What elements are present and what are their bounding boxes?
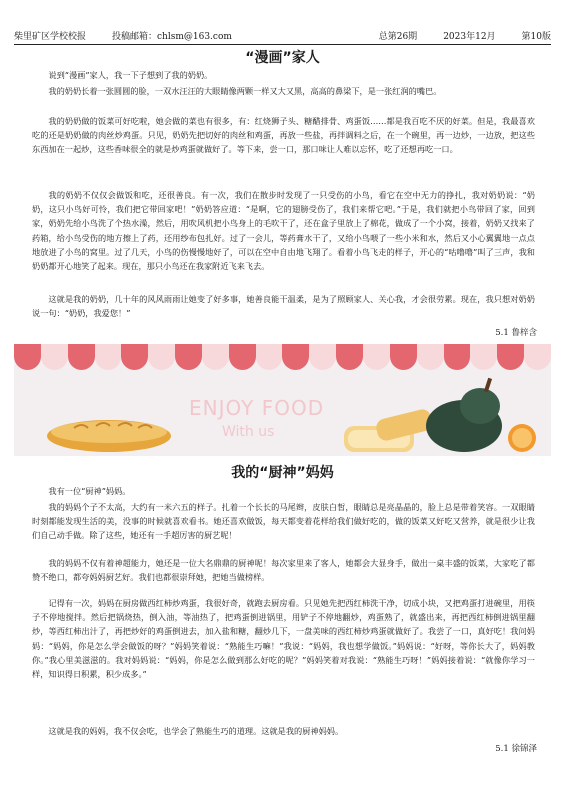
- article1-byline: 5.1 鲁梓含: [495, 328, 537, 338]
- article1-paragraph: 这就是我的奶奶，几十年的风风雨雨让她变了好多事，她善良能干温柔，是为了照顾家人、关心我，才会很劳累。现在，我只想对奶奶说一句：“奶奶，我爱您！”: [32, 294, 535, 319]
- article2-paragraph: 记得有一次，妈妈在厨房做西红柿炒鸡蛋，我很好奇，就跑去厨房看。只见她先把西红柿洗干净，切成小块，又把鸡蛋打进碗里，用筷子不停地搅拌。然后把锅烧热，倒入油，等油热了，把鸡蛋倒进锅里，用铲子不停地翻炒，鸡蛋熟了，就盛出来，再把西红柿倒进锅里翻炒，等西红柿出汁了，再把炒好的鸡蛋倒进去，加入盐和糖，翻炒几下，一盘美味的西红柿炒鸡蛋就做好了。我尝了一口，真好吃！我问妈妈：“妈妈，你是怎么学会做饭的呀？”妈妈笑着说：“熟能生巧嘛！”我说：“妈妈，我也想学做饭。”妈妈说：“好呀，等你长大了，妈妈教你。”我心里美滋滋的。我对妈妈说：“妈妈，你是怎么做到那么好吃的呢？”妈妈笑着对我说：“熟能生巧呀！”妈妈接着说：“就像你学习一样，知识得日积累，积少成多。”: [32, 598, 535, 680]
- banner-headline: ENJOY FOOD: [189, 396, 325, 420]
- article2-paragraph: 这就是我的妈妈，我不仅会吃，也学会了熟能生巧的道理。这就是我的厨神妈妈。: [48, 726, 344, 736]
- article2-paragraph: 我的妈妈个子不太高，大约有一米六五的样子。扎着一个长长的马尾辫，皮肤白皙，眼睛总是亮晶晶的，脸上总是带着笑容。一双眼睛时刻都能发现生活的美，没事的时候就喜欢看书。她还喜欢做饭，每天都变着花样给我们做好吃的，做的饭菜又好吃又营养，就是很少让我们自己动手做。除了这些，她还有一手超厉害的厨艺呢！: [32, 502, 535, 541]
- article1-paragraph: 我的奶奶长着一张圆圆的脸，一双水汪汪的大眼睛像两颗一样又大又黑，高高的鼻梁下，是一张红润的嘴巴。: [48, 86, 442, 96]
- article1-paragraph: 我的奶奶不仅仅会做饭和吃，还很善良。有一次，我们在散步时发现了一只受伤的小鸟，看它在空中无力的挣扎，我对奶奶说：“奶奶，这只小鸟好可怜，我们把它带回家吧！”奶奶答应道：“是啊，它的翅膀受伤了，我们来帮它吧。”于是，我们就把小鸟带回了家，回到家，奶奶先给小鸟洗了个热水澡，然后，用吹风机把小鸟身上的毛吹干了，还在盒子里放上了棉花，做成了一个小窝，接着，奶奶又找来了药箱，给小鸟受伤的地方擦上了药，还用纱布包扎好。过了一会儿，等药膏水干了，又给小鸟喂了一些小米和水，然后又小心翼翼地一点点地放进了小鸟的窝里。过了几天，小鸟的伤慢慢地好了，可以在空中自由地飞翔了。看着小鸟飞走的样子，开心的“咕噜噜”叫了三声，我和奶奶都开心地笑了起来。现在，那只小鸟还在我家附近飞来飞去。: [32, 190, 535, 272]
- newspaper-header: [14, 28, 551, 42]
- baguette-icon: [47, 420, 171, 452]
- school-name: 柴里矿区学校校报: [14, 31, 87, 42]
- article1-paragraph: 说到“漫画”家人，我一下子想到了我的奶奶。: [48, 70, 213, 80]
- bread-slice-icon: [344, 408, 434, 452]
- header-divider: [14, 44, 551, 45]
- article2-paragraph: 我有一位“厨神”妈妈。: [48, 486, 131, 496]
- edition-number: 第10版: [521, 31, 551, 42]
- article2-byline: 5.1 徐锦泽: [495, 744, 537, 754]
- orange-slice-icon: [508, 424, 536, 452]
- issue-number: 总第26期: [378, 31, 418, 42]
- banner-subline: With us: [222, 424, 275, 440]
- submission-email: 投稿邮箱：chlsm@163.com: [112, 31, 232, 42]
- pear-icon: [426, 378, 502, 452]
- article2-title: 我的“厨神”妈妈: [231, 465, 334, 481]
- issue-date: 2023年12月: [443, 31, 496, 42]
- article1-title: “漫画”家人: [245, 50, 320, 66]
- article1-paragraph: 我的奶奶做的饭菜可好吃啦，她会做的菜也有很多，有：红烧狮子头、糖醋排骨、鸡蛋饭……都是我百吃不厌的好菜。但是，我最喜欢吃的还是奶奶做的肉丝炒鸡蛋。只见，奶奶先把切好的肉丝和鸡蛋，再放一些盐，再拌调料之后，在一个碗里，再一边炒，一边放，把这些东西加在一起炒，这些香味很全的就是炒鸡蛋就做好了。等下来，尝一口，那口味让人难以忘怀，吃了还想再吃一口。: [32, 116, 535, 155]
- food-banner: [14, 344, 551, 456]
- article2-paragraph: 我的妈妈不仅有着神超能力，她还是一位大名鼎鼎的厨神呢！每次家里来了客人，她都会大显身手，做出一桌丰盛的饭菜，大家吃了都赞不绝口，都夸妈妈厨艺好。我们也都很崇拜她，把她当做榜样。: [32, 558, 535, 583]
